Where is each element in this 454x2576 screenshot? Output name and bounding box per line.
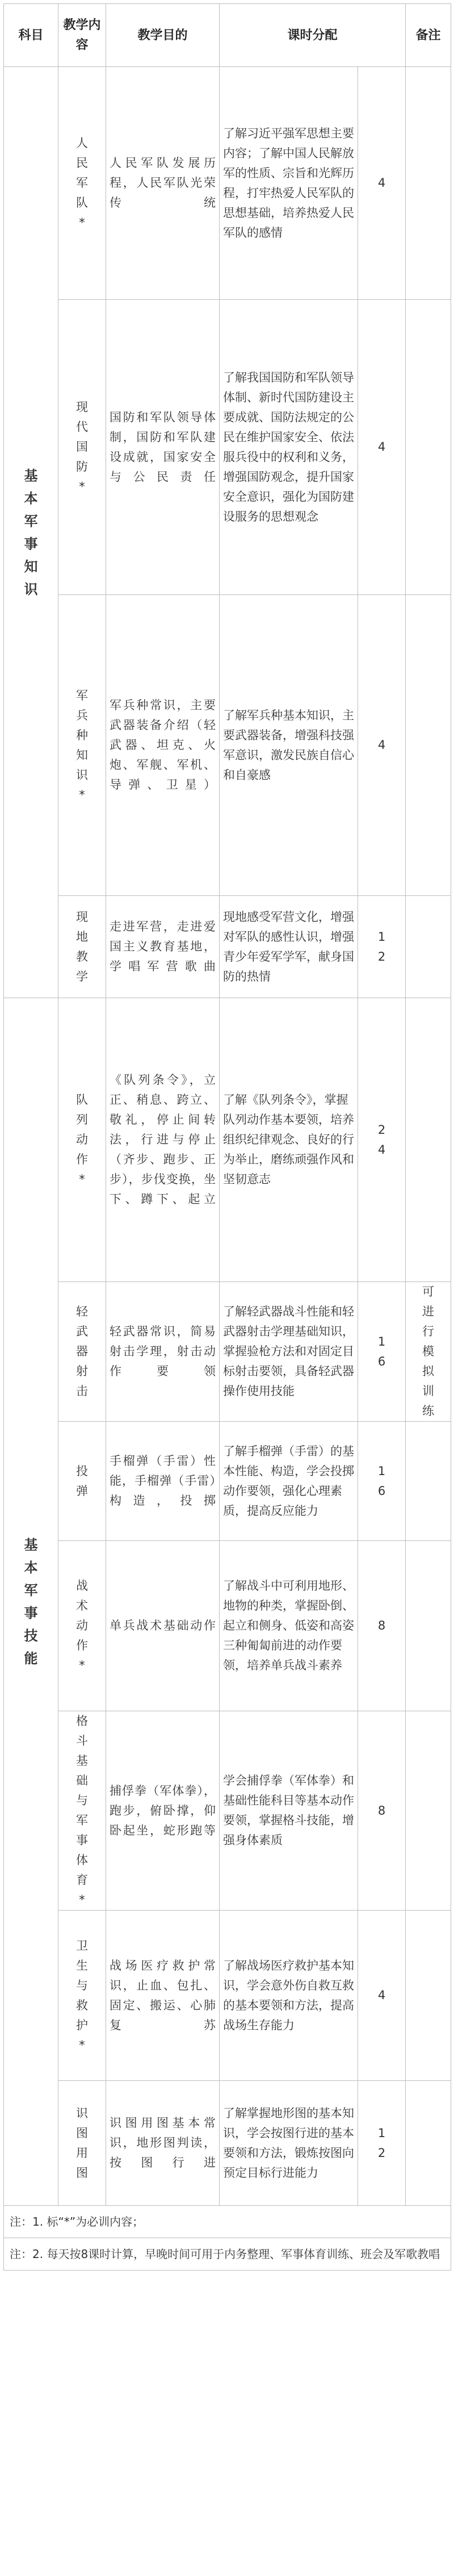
note-row (4, 2238, 451, 2271)
hours-cell: 12 (358, 896, 406, 998)
content-cell: 格斗基础与军事体育* (58, 1711, 106, 1911)
header-purpose: 教学目的 (106, 4, 220, 67)
note-1: 注：1. 标“*”为必训内容； (4, 2206, 451, 2238)
goal-cell: 了解军兵种基本知识，主要武器装备，增强科技强军意识，激发民族自信心和自豪感 (220, 595, 358, 896)
content-cell: 识图用图 (58, 2081, 106, 2206)
note-2: 注：2. 每天按8课时计算，早晚时间可用于内务整理、军事体育训练、班会及军歌教唱 (4, 2238, 451, 2271)
hours-cell: 16 (358, 1422, 406, 1541)
content-cell: 军兵种知识* (58, 595, 106, 896)
header-hours: 课时分配 (220, 4, 406, 67)
hours-cell: 24 (358, 998, 406, 1282)
header-row (4, 4, 451, 67)
purpose-cell: 手榴弹（手雷）性能，手榴弹（手雷）构造，投掷 (106, 1422, 220, 1541)
purpose-cell: 捕俘拳（军体拳），跑步，俯卧撑，仰卧起坐，蛇形跑等 (106, 1711, 220, 1911)
goal-cell: 了解轻武器战斗性能和轻武器射击学理基础知识，掌握验枪方法和对固定目标射击要领，具备轻武器操作使用技能 (220, 1282, 358, 1422)
content-cell: 卫生与救护* (58, 1911, 106, 2081)
note-row (4, 2206, 451, 2238)
hours-cell: 4 (358, 1911, 406, 2081)
remark-cell: 可进行模拟训练 (406, 1282, 451, 1422)
subject-cell: 基本军事知识 (4, 67, 58, 998)
table-row (4, 896, 451, 998)
purpose-cell: 识图用图基本常识，地形图判读，按图行进 (106, 2081, 220, 2206)
table-row (4, 1282, 451, 1422)
hours-cell: 4 (358, 67, 406, 300)
table-row (4, 2081, 451, 2206)
table-row (4, 595, 451, 896)
hours-cell: 8 (358, 1541, 406, 1711)
training-schedule-table (3, 3, 451, 2271)
goal-cell: 了解习近平强军思想主要内容；了解中国人民解放军的性质、宗旨和光辉历程，打牢热爱人民军队的思想基础，培养热爱人民军队的感情 (220, 67, 358, 300)
remark-cell (406, 998, 451, 1282)
goal-cell: 了解掌握地形图的基本知识，学会按图行进的基本要领和方法，锻炼按图向预定目标行进能力 (220, 2081, 358, 2206)
header-subject: 科目 (4, 4, 58, 67)
purpose-cell: 单兵战术基础动作 (106, 1541, 220, 1711)
remark-cell (406, 1541, 451, 1711)
goal-cell: 了解战斗中可利用地形、地物的种类，掌握卧倒、起立和侧身、低姿和高姿三种匍匐前进的动作要领，培养单兵战斗素养 (220, 1541, 358, 1711)
content-cell: 轻武器射击 (58, 1282, 106, 1422)
content-cell: 现地教学 (58, 896, 106, 998)
remark-cell (406, 1911, 451, 2081)
remark-cell (406, 1711, 451, 1911)
goal-cell: 了解《队列条令》，掌握队列动作基本要领，培养组织纪律观念、良好的行为举止，磨练顽强作风和坚韧意志 (220, 998, 358, 1282)
hours-cell: 8 (358, 1711, 406, 1911)
purpose-cell: 走进军营，走进爱国主义教育基地，学唱军营歌曲 (106, 896, 220, 998)
remark-cell (406, 67, 451, 300)
remark-cell (406, 2081, 451, 2206)
purpose-cell: 军兵种常识，主要武器装备介绍（轻武器、坦克、火炮、军舰、军机、导弹、卫星） (106, 595, 220, 896)
subject-cell: 基本军事技能 (4, 998, 58, 2206)
content-cell: 现代国防* (58, 300, 106, 595)
purpose-cell: 人民军队发展历程，人民军队光荣传统 (106, 67, 220, 300)
table-row (4, 1711, 451, 1911)
goal-cell: 了解手榴弹（手雷）的基本性能、构造，学会投掷动作要领，强化心理素质，提高反应能力 (220, 1422, 358, 1541)
hours-cell: 12 (358, 2081, 406, 2206)
table-row (4, 1541, 451, 1711)
remark-cell (406, 595, 451, 896)
goal-cell: 学会捕俘拳（军体拳）和基础性能科目等基本动作要领，掌握格斗技能，增强身体素质 (220, 1711, 358, 1911)
hours-cell: 4 (358, 300, 406, 595)
table-row (4, 1911, 451, 2081)
goal-cell: 现地感受军营文化，增强对军队的感性认识，增强青少年爱军学军，献身国防的热情 (220, 896, 358, 998)
content-cell: 队列动作* (58, 998, 106, 1282)
goal-cell: 了解我国国防和军队领导体制、新时代国防建设主要成就、国防法规定的公民在维护国家安全、依法服兵役中的权利和义务，增强国防观念，提升国家安全意识，强化为国防建设服务的思想观念 (220, 300, 358, 595)
header-content: 教学内容 (58, 4, 106, 67)
remark-cell (406, 300, 451, 595)
table-row (4, 998, 451, 1282)
table-row (4, 67, 451, 300)
remark-cell (406, 1422, 451, 1541)
purpose-cell: 国防和军队领导体制，国防和军队建设成就，国家安全与公民责任 (106, 300, 220, 595)
hours-cell: 16 (358, 1282, 406, 1422)
hours-cell: 4 (358, 595, 406, 896)
table-row (4, 300, 451, 595)
purpose-cell: 战场医疗救护常识，止血、包扎、固定、搬运、心肺复苏 (106, 1911, 220, 2081)
header-remark: 备注 (406, 4, 451, 67)
purpose-cell: 《队列条令》，立正、稍息、跨立、敬礼，停止间转法，行进与停止（齐步、跑步、正步），步伐变换，坐下、蹲下、起立 (106, 998, 220, 1282)
content-cell: 战术动作* (58, 1541, 106, 1711)
goal-cell: 了解战场医疗救护基本知识，学会意外伤自救互救的基本要领和方法，提高战场生存能力 (220, 1911, 358, 2081)
content-cell: 投弹 (58, 1422, 106, 1541)
content-cell: 人民军队* (58, 67, 106, 300)
remark-cell (406, 896, 451, 998)
table-row (4, 1422, 451, 1541)
purpose-cell: 轻武器常识，简易射击学理，射击动作要领 (106, 1282, 220, 1422)
